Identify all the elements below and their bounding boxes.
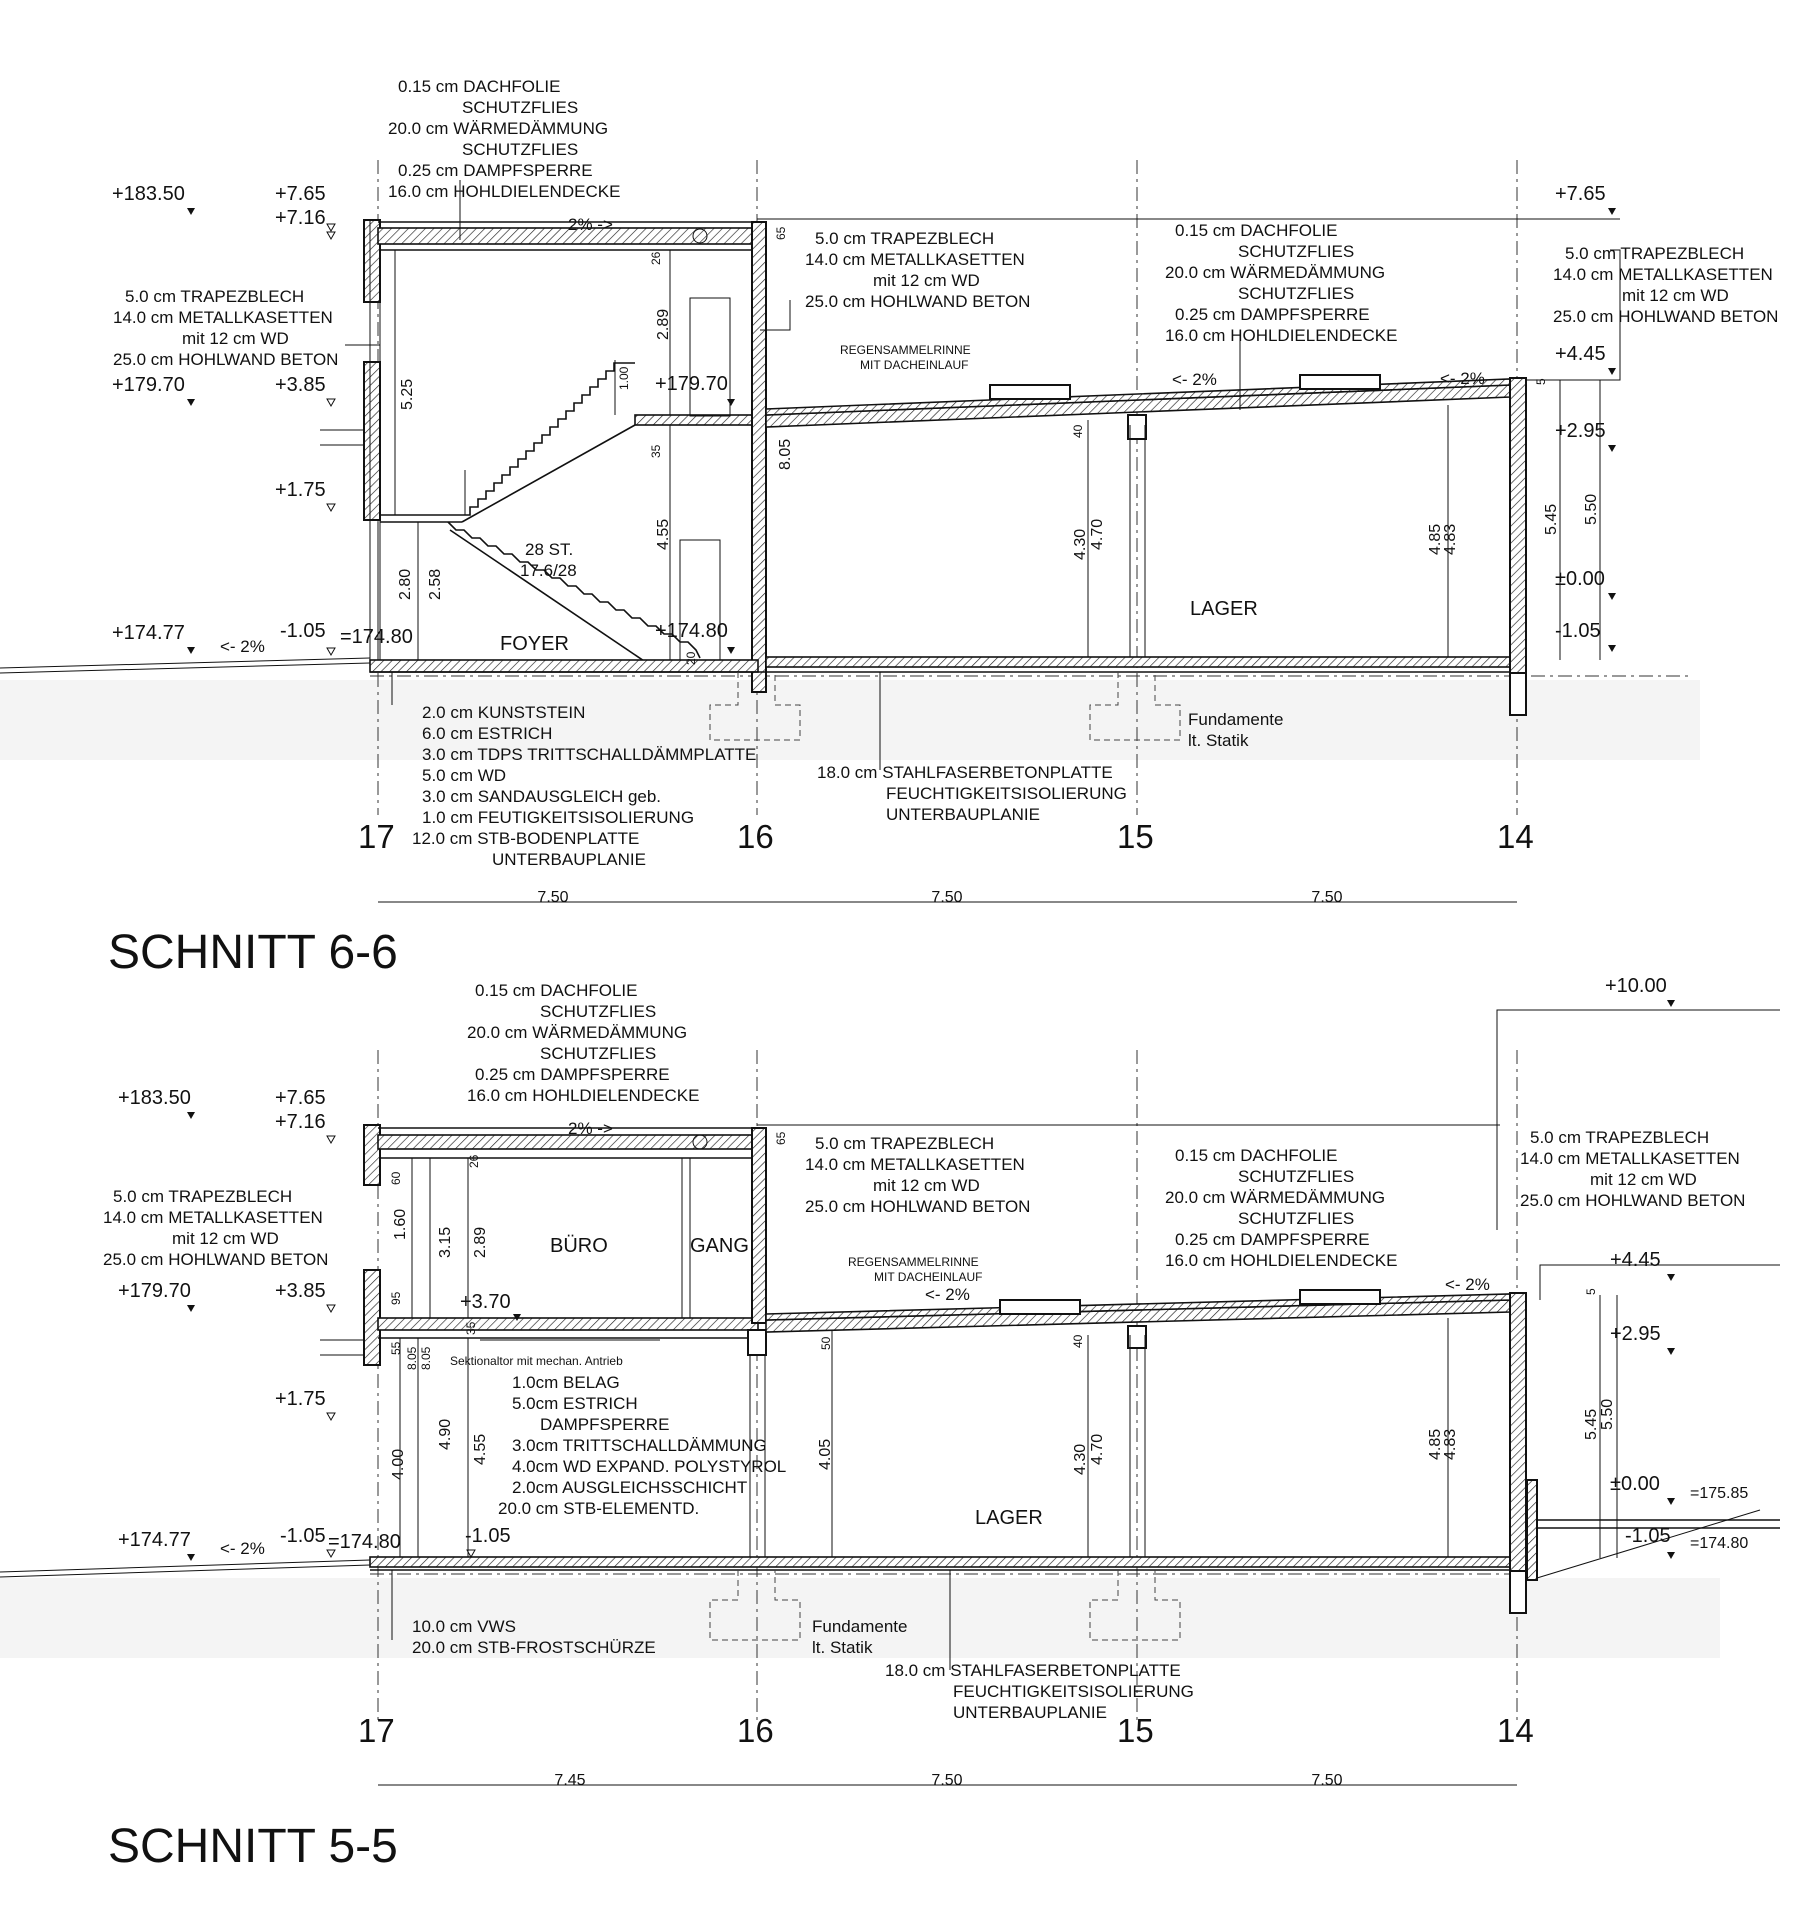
axis14-wall (1510, 378, 1526, 673)
section-5-5 (0, 975, 1780, 1873)
roof5-build-left-3: SCHUTZFLIES (540, 1044, 657, 1063)
vdim5-805b: 8.05 (419, 1346, 433, 1370)
room-lager: LAGER (1190, 598, 1258, 620)
level-rel-765: +7.65 (275, 183, 326, 205)
gutter-note-1: MIT DACHEINLAUF (860, 358, 969, 372)
wall-build-mid-2: mit 12 cm WD (873, 271, 980, 290)
level5-in-370: +3.70 (460, 1291, 511, 1313)
roof-build-left-0: 0.15 cm DACHFOLIE (398, 77, 561, 96)
wall-build-right-3: 25.0 cm HOHLWAND BETON (1553, 307, 1779, 326)
floor-build-7: UNTERBAUPLANIE (492, 850, 646, 869)
roof-build-right-1: SCHUTZFLIES (1238, 242, 1355, 261)
roof5-build-right-4: 0.25 cm DAMPFSPERRE (1175, 1230, 1370, 1249)
wall-build-left-1: 14.0 cm METALLKASETTEN (113, 308, 333, 327)
level5-r-295: +2.95 (1610, 1323, 1661, 1345)
floor-build-3: 5.0 cm WD (422, 766, 507, 785)
wall-build-right-2: mit 12 cm WD (1622, 286, 1729, 305)
floor5-build-5: 2.0cm AUSGLEICHSSCHICHT (512, 1478, 748, 1497)
wall5-build-mid-2: mit 12 cm WD (873, 1176, 980, 1195)
vdim5-35: 35 (464, 1321, 478, 1335)
gutter5-note-0: REGENSAMMELRINNE (848, 1255, 979, 1269)
floor5-build-0: 1.0cm BELAG (512, 1373, 620, 1392)
roof5-build-right-2: 20.0 cm WÄRMEDÄMMUNG (1165, 1188, 1386, 1207)
span-dim-1: 7.50 (537, 889, 569, 906)
span-dim-3: 7.50 (1311, 889, 1343, 906)
vdim5-455: 4.55 (472, 1433, 489, 1465)
wall5-build-mid-1: 14.0 cm METALLKASETTEN (805, 1155, 1025, 1174)
ground-slab-5 (370, 1557, 1518, 1567)
level-markers-hollow-6-6 (327, 224, 335, 655)
terrain-line-2 (0, 663, 370, 673)
wall5-build-left-2: mit 12 cm WD (172, 1229, 279, 1248)
floor-build-0: 2.0 cm KUNSTSTEIN (422, 703, 586, 722)
vdim-280: 2.80 (397, 568, 414, 600)
wall-build-left-3: 25.0 cm HOHLWAND BETON (113, 350, 339, 369)
vdim5-160: 1.60 (392, 1208, 409, 1240)
axis14-wall-5 (1510, 1293, 1526, 1571)
vdim5-26: 26 (467, 1154, 481, 1168)
span5-dim-2: 7.50 (931, 1772, 963, 1789)
terrain-line-5b (0, 1565, 370, 1577)
vdim-485: 4.85 (1427, 523, 1444, 555)
level5-rel-m105: -1.05 (280, 1525, 326, 1547)
vdim5-405: 4.05 (817, 1438, 834, 1470)
slope5-left-roof: 2% -> (568, 1119, 613, 1138)
level-in-17970: +179.70 (655, 373, 728, 395)
level-r-000: ±0.00 (1555, 568, 1605, 590)
roof-skylight-1-5 (1000, 1300, 1080, 1314)
floor-build-4: 3.0 cm SANDAUSGLEICH geb. (422, 787, 662, 806)
vdim5-65: 65 (774, 1131, 788, 1145)
slope5-hall-roof-2: <- 2% (1445, 1275, 1490, 1294)
foundation5-note-1: lt. Statik (812, 1638, 873, 1657)
level-r-m105: -1.05 (1555, 620, 1601, 642)
wall5-build-mid-3: 25.0 cm HOHLWAND BETON (805, 1197, 1031, 1216)
wall5-build-right-1: 14.0 cm METALLKASETTEN (1520, 1149, 1740, 1168)
section-title-6-6: SCHNITT 6-6 (108, 926, 398, 979)
foundation-note-0: Fundamente (1188, 710, 1284, 729)
level5-abs-top: +183.50 (118, 1087, 191, 1109)
slope5-terrain: <- 2% (220, 1539, 265, 1558)
roof-build-left-4: 0.25 cm DAMPFSPERRE (398, 161, 593, 180)
slab-build-2: UNTERBAUPLANIE (886, 805, 1040, 824)
level5-r-1000: +10.00 (1605, 975, 1667, 997)
vdim-40: 40 (1071, 424, 1085, 438)
wall5-build-right-2: mit 12 cm WD (1590, 1170, 1697, 1189)
level-r-765: +7.65 (1555, 183, 1606, 205)
frost-build-1: 20.0 cm STB-FROSTSCHÜRZE (412, 1638, 656, 1657)
foundation5-note-0: Fundamente (812, 1617, 908, 1636)
vdim5-470: 4.70 (1089, 1433, 1106, 1465)
roof5-build-right-0: 0.15 cm DACHFOLIE (1175, 1146, 1338, 1165)
roof-build-right-0: 0.15 cm DACHFOLIE (1175, 221, 1338, 240)
level5-rel-385: +3.85 (275, 1280, 326, 1302)
column-axis15-head-5 (1128, 1326, 1146, 1348)
vdim-289: 2.89 (655, 308, 672, 340)
level5-r-445: +4.45 (1610, 1249, 1661, 1271)
axis-label-14: 14 (1497, 818, 1534, 855)
roof5-build-left-1: SCHUTZFLIES (540, 1002, 657, 1021)
floor5-build-3: 3.0cm TRITTSCHALLDÄMMUNG (512, 1436, 767, 1455)
vdim-483: 4.83 (1442, 523, 1459, 555)
vdim5-40: 40 (1071, 1334, 1085, 1348)
level5-r-m105: -1.05 (1625, 1525, 1671, 1547)
buero-partition (682, 1158, 690, 1318)
floor-build-6: 12.0 cm STB-BODENPLATTE (412, 829, 640, 848)
column-axis15-head (1128, 415, 1146, 439)
vdim5-95: 95 (389, 1291, 403, 1305)
wall5-build-right-3: 25.0 cm HOHLWAND BETON (1520, 1191, 1746, 1210)
loading-dock-wall (1527, 1480, 1537, 1580)
level-eq-17480: =174.80 (340, 626, 413, 648)
wall-build-mid-1: 14.0 cm METALLKASETTEN (805, 250, 1025, 269)
wall5-build-mid-0: 5.0 cm TRAPEZBLECH (815, 1134, 995, 1153)
ground-fill (0, 680, 1700, 760)
wall5-build-left-3: 25.0 cm HOHLWAND BETON (103, 1250, 329, 1269)
vdim-525: 5.25 (399, 378, 416, 410)
level5-eq-17585: =175.85 (1690, 1485, 1749, 1502)
door-note: Sektionaltor mit mechan. Antrieb (450, 1354, 623, 1368)
roof-build-right-2: 20.0 cm WÄRMEDÄMMUNG (1165, 263, 1386, 282)
vdim5-550: 5.50 (1599, 1398, 1616, 1430)
floor5-build-4: 4.0cm WD EXPAND. POLYSTYROL (512, 1457, 787, 1476)
room-lager-5: LAGER (975, 1507, 1043, 1529)
slope-hall-roof-2: <- 2% (1440, 369, 1485, 388)
roof-build-right-4: 0.25 cm DAMPFSPERRE (1175, 305, 1370, 324)
slab-build-1: FEUCHTIGKEITSISOLIERUNG (886, 784, 1127, 803)
roof-build-left-1: SCHUTZFLIES (462, 98, 579, 117)
wall-build-right-1: 14.0 cm METALLKASETTEN (1553, 265, 1773, 284)
roof5-build-left-5: 16.0 cm HOHLDIELENDECKE (467, 1086, 700, 1105)
vdim-100: 1.00 (617, 366, 631, 390)
roof-skylight-1 (990, 385, 1070, 399)
vdim5-485: 4.85 (1427, 1428, 1444, 1460)
gutter-note-0: REGENSAMMELRINNE (840, 343, 971, 357)
level-r-295: +2.95 (1555, 420, 1606, 442)
level-r-445: +4.45 (1555, 343, 1606, 365)
roof5-build-left-0: 0.15 cm DACHFOLIE (475, 981, 638, 1000)
terrain-line-5 (0, 1560, 370, 1572)
roof-skylight-2 (1300, 375, 1380, 389)
floor5-build-1: 5.0cm ESTRICH (512, 1394, 638, 1413)
office-floor-slab (378, 1318, 758, 1330)
wall-build-right-0: 5.0 cm TRAPEZBLECH (1565, 244, 1745, 263)
roof-build-right-5: 16.0 cm HOHLDIELENDECKE (1165, 326, 1398, 345)
axis5-label-15: 15 (1117, 1712, 1154, 1749)
vdim-20: 20 (684, 651, 698, 665)
section-6-6 (0, 77, 1778, 979)
vdim-455: 4.55 (655, 518, 672, 550)
door-lower (680, 540, 720, 666)
axis-label-16: 16 (737, 818, 774, 855)
vdim-430: 4.30 (1072, 528, 1089, 560)
vdim5-315: 3.15 (437, 1226, 454, 1258)
slab5-build-1: FEUCHTIGKEITSISOLIERUNG (953, 1682, 1194, 1701)
stair-note-1: 17.6/28 (520, 561, 577, 580)
gutter5-note-1: MIT DACHEINLAUF (874, 1270, 983, 1284)
door-upper (690, 298, 730, 416)
level5-abs-mid: +179.70 (118, 1280, 191, 1302)
stair-note-0: 28 ST. (525, 540, 574, 559)
axis-label-17: 17 (358, 818, 395, 855)
frost-build-0: 10.0 cm VWS (412, 1617, 516, 1636)
terrain-line (0, 658, 370, 668)
span-dim-2: 7.50 (931, 889, 963, 906)
vdim5-60: 60 (389, 1171, 403, 1185)
left-outer-wall-lower (364, 362, 380, 520)
level-rel-m105: -1.05 (280, 620, 326, 642)
vdim5-805a: 8.05 (405, 1346, 419, 1370)
axis5-label-14: 14 (1497, 1712, 1534, 1749)
wall-build-left-2: mit 12 cm WD (182, 329, 289, 348)
ground-slab-right (766, 657, 1518, 667)
vdim-26: 26 (649, 251, 663, 265)
span5-dim-1: 7.45 (554, 1772, 586, 1789)
room-foyer: FOYER (500, 633, 569, 655)
vdim5-55: 55 (389, 1341, 403, 1355)
room-gang: GANG (690, 1235, 749, 1257)
level5-rel-765: +7.65 (275, 1087, 326, 1109)
slope-left-roof: 2% -> (568, 215, 613, 234)
level5-eq-17480: =174.80 (328, 1531, 401, 1553)
level5-eq-17480b: =174.80 (1690, 1535, 1749, 1552)
level-rel-716: +7.16 (275, 207, 326, 229)
vdim5-545: 5.45 (1583, 1408, 1600, 1440)
roof-skylight-2-5 (1300, 1290, 1380, 1304)
slope-terrain: <- 2% (220, 637, 265, 656)
stair-upper-soffit (462, 425, 635, 522)
level-in-17480: +174.80 (655, 620, 728, 642)
section-title-5-5: SCHNITT 5-5 (108, 1820, 398, 1873)
slab-build-0: 18.0 cm STAHLFASERBETONPLATTE (817, 763, 1113, 782)
level5-abs-low: +174.77 (118, 1529, 191, 1551)
slope-hall-roof: <- 2% (1172, 370, 1217, 389)
level-abs-low: +174.77 (112, 622, 185, 644)
level5-rel-716: +7.16 (275, 1111, 326, 1133)
vdim5-400: 4.00 (390, 1448, 407, 1480)
vdim-805: 8.05 (777, 438, 794, 470)
vdim5-430: 4.30 (1072, 1443, 1089, 1475)
vdim-5: 5 (1534, 378, 1548, 385)
axis16-wall (752, 222, 766, 692)
level-abs-top: +183.50 (112, 183, 185, 205)
axis16-wall-5 (752, 1128, 766, 1323)
room-buero: BÜRO (550, 1235, 608, 1257)
floor5-build-2: DAMPFSPERRE (540, 1415, 670, 1434)
axis5-label-17: 17 (358, 1712, 395, 1749)
wall5-build-left-1: 14.0 cm METALLKASETTEN (103, 1208, 323, 1227)
slope5-hall-roof: <- 2% (925, 1285, 970, 1304)
vdim-65: 65 (774, 226, 788, 240)
foundation-note-1: lt. Statik (1188, 731, 1249, 750)
level5-r-000: ±0.00 (1610, 1473, 1660, 1495)
roof5-build-left-4: 0.25 cm DAMPFSPERRE (475, 1065, 670, 1084)
vdim-545: 5.45 (1543, 503, 1560, 535)
level-abs-mid: +179.70 (112, 374, 185, 396)
roof-build-right-3: SCHUTZFLIES (1238, 284, 1355, 303)
roof5-build-right-1: SCHUTZFLIES (1238, 1167, 1355, 1186)
wall-build-left-0: 5.0 cm TRAPEZBLECH (125, 287, 305, 306)
axis16-column-5 (748, 1330, 766, 1355)
wall5-build-left-0: 5.0 cm TRAPEZBLECH (113, 1187, 293, 1206)
level-rel-175: +1.75 (275, 479, 326, 501)
level5-rel-175: +1.75 (275, 1388, 326, 1410)
level5-in-m105: -1.05 (465, 1525, 511, 1547)
roof-build-left-2: 20.0 cm WÄRMEDÄMMUNG (388, 119, 609, 138)
level-rel-385: +3.85 (275, 374, 326, 396)
vdim5-483: 4.83 (1442, 1428, 1459, 1460)
axis5-label-16: 16 (737, 1712, 774, 1749)
vdim-258: 2.58 (427, 568, 444, 600)
roof5-build-right-3: SCHUTZFLIES (1238, 1209, 1355, 1228)
floor5-build-6: 20.0 cm STB-ELEMENTD. (498, 1499, 700, 1518)
wall-build-mid-0: 5.0 cm TRAPEZBLECH (815, 229, 995, 248)
floor-build-2: 3.0 cm TDPS TRITTSCHALLDÄMMPLATTE (422, 745, 757, 764)
wall5-build-right-0: 5.0 cm TRAPEZBLECH (1530, 1128, 1710, 1147)
roof5-build-left-2: 20.0 cm WÄRMEDÄMMUNG (467, 1023, 688, 1042)
axis14-footing-5 (1510, 1571, 1526, 1613)
vdim5-5: 5 (1584, 1288, 1598, 1295)
vdim-550: 5.50 (1583, 493, 1600, 525)
roof-build-left-3: SCHUTZFLIES (462, 140, 579, 159)
vdim5-490: 4.90 (437, 1418, 454, 1450)
left-outer-wall-upper-5 (364, 1125, 380, 1185)
axis-label-15: 15 (1117, 818, 1154, 855)
floor-build-5: 1.0 cm FEUTIGKEITSISOLIERUNG (422, 808, 695, 827)
vdim5-50: 50 (819, 1336, 833, 1350)
vdim-35: 35 (649, 444, 663, 458)
slab5-build-0: 18.0 cm STAHLFASERBETONPLATTE (885, 1661, 1181, 1680)
wall-build-mid-3: 25.0 cm HOHLWAND BETON (805, 292, 1031, 311)
floor-build-1: 6.0 cm ESTRICH (422, 724, 553, 743)
axis14-footing (1510, 673, 1526, 715)
span5-dim-3: 7.50 (1311, 1772, 1343, 1789)
vdim-470: 4.70 (1089, 518, 1106, 550)
roof-build-left-5: 16.0 cm HOHLDIELENDECKE (388, 182, 621, 201)
vdim5-289: 2.89 (472, 1226, 489, 1258)
ground-slab-left (370, 660, 758, 672)
roof5-build-right-5: 16.0 cm HOHLDIELENDECKE (1165, 1251, 1398, 1270)
slab5-build-2: UNTERBAUPLANIE (953, 1703, 1107, 1722)
